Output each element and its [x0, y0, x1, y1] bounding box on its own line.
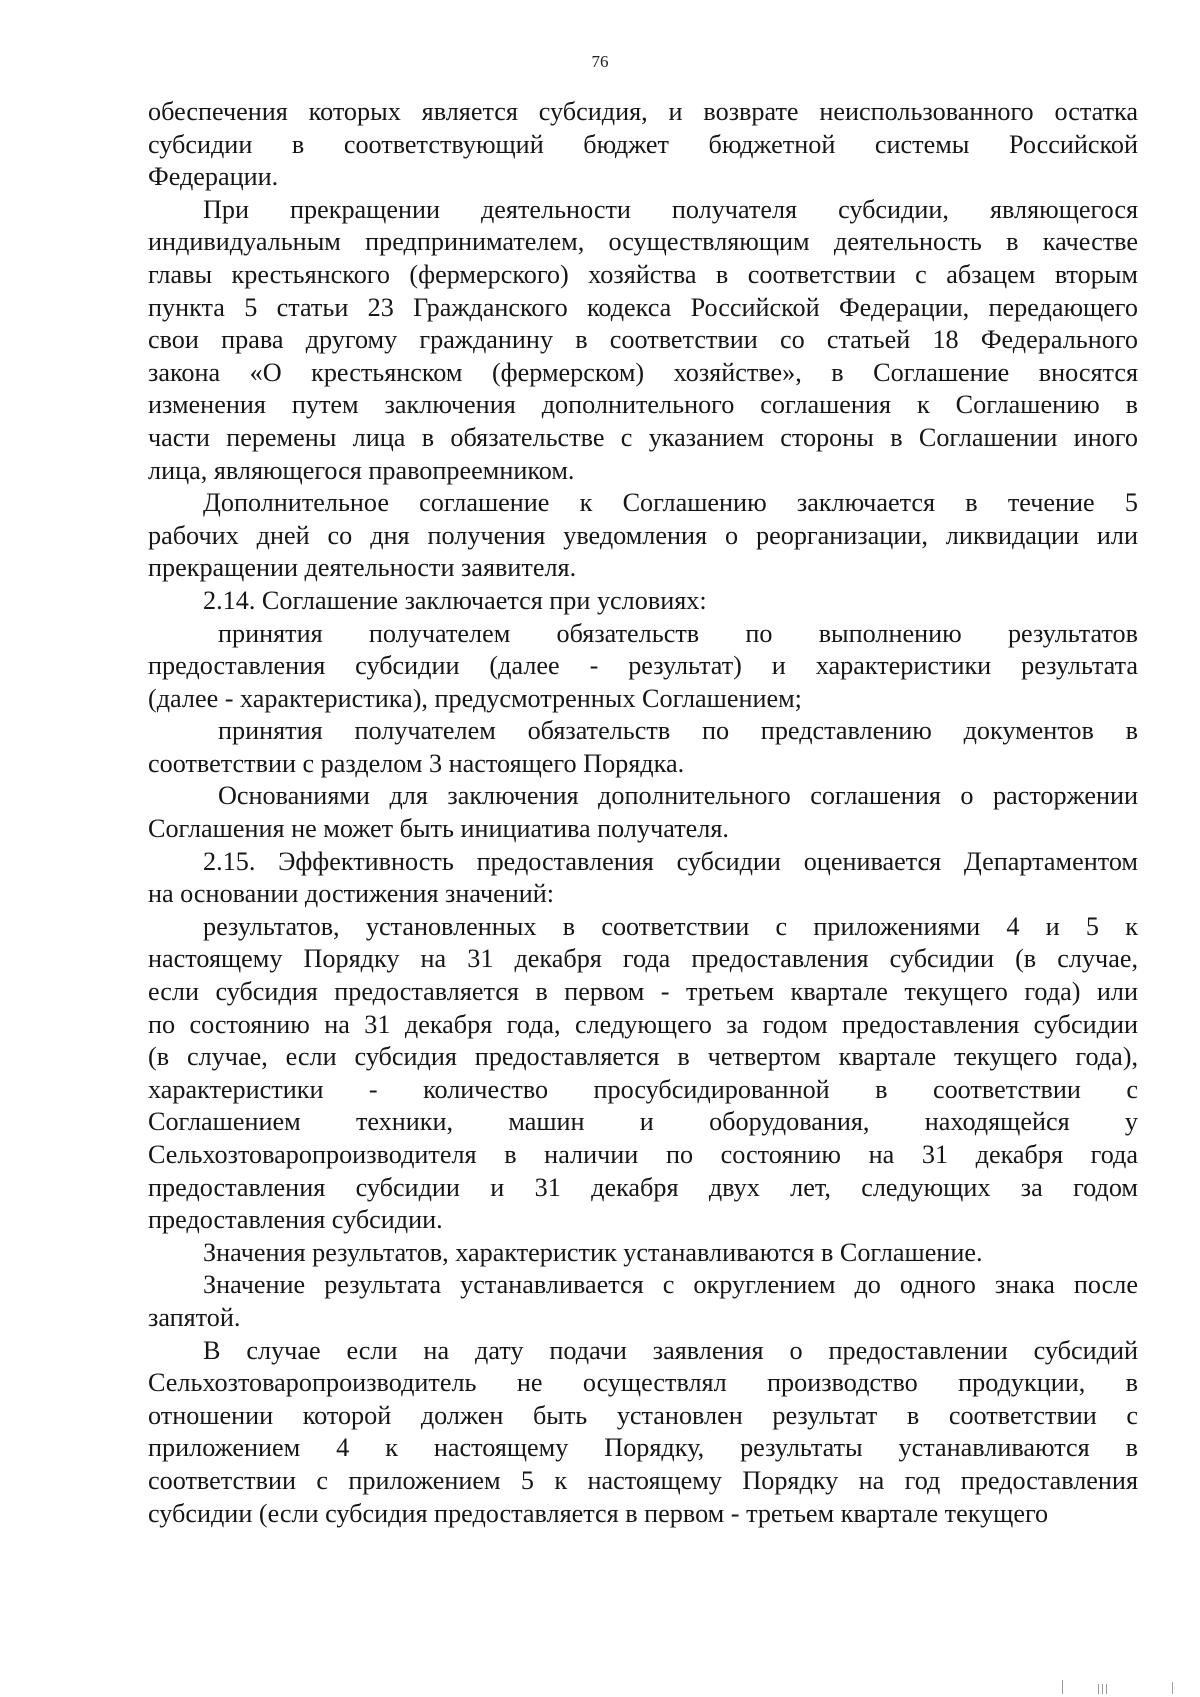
- text-line: результатов, установленных в соответствии с приложениями 4 и 5 к: [203, 911, 1138, 941]
- paragraph: [148, 780, 1138, 845]
- text-line: предоставления субсидии (далее - результат) и характеристики результата: [148, 651, 1138, 681]
- text-line: закона «О крестьянском (фермерском) хозяйстве», в Соглашение вносятся: [148, 357, 1138, 387]
- text-line: главы крестьянского (фермерского) хозяйства в соответствии с абзацем вторым: [148, 259, 1138, 289]
- text-line: соответствии с приложением 5 к настоящему Порядку на год предоставления: [148, 1465, 1138, 1495]
- text-line: Основаниями для заключения дополнительного соглашения о расторжении: [218, 781, 1138, 811]
- text-line: по состоянию на 31 декабря года, следующего за годом предоставления субсидии: [148, 1009, 1138, 1039]
- text-line: 2.14. Соглашение заключается при условиях:: [203, 585, 707, 615]
- text-line: (в случае, если субсидия предоставляется в четвертом квартале текущего года),: [148, 1042, 1138, 1072]
- text-line: приложением 4 к настоящему Порядку, результаты устанавливаются в: [148, 1433, 1138, 1463]
- text-line: При прекращении деятельности получателя субсидии, являющегося: [203, 194, 1138, 224]
- text-line: Дополнительное соглашение к Соглашению заключается в течение 5: [203, 488, 1138, 518]
- text-line: (далее - характеристика), предусмотренных Соглашением;: [148, 683, 802, 713]
- document-body: [148, 96, 1138, 1530]
- text-line: предоставления субсидии.: [148, 1205, 443, 1235]
- scan-artifact-mark: [1102, 1684, 1103, 1694]
- text-line: если субсидия предоставляется в первом - третьем квартале текущего года) или: [148, 977, 1138, 1007]
- text-line: обеспечения которых является субсидия, и возврате неиспользованного остатка: [148, 97, 1138, 126]
- text-line: предоставления субсидии и 31 декабря двух лет, следующих за годом: [148, 1172, 1138, 1202]
- scan-artifact-mark: [1062, 1680, 1063, 1694]
- paragraph: [148, 1237, 1138, 1270]
- text-line: изменения путем заключения дополнительного соглашения к Соглашению в: [148, 390, 1138, 420]
- text-line: В случае если на дату подачи заявления о предоставлении субсидий: [203, 1335, 1138, 1365]
- paragraph: [148, 96, 1138, 194]
- text-line: Значения результатов, характеристик устанавливаются в Соглашение.: [203, 1237, 983, 1267]
- text-line: субсидии (если субсидия предоставляется в первом - третьем квартале текущего: [148, 1498, 1049, 1528]
- text-line: Сельхозтоваропроизводителя в наличии по состоянию на 31 декабря года: [148, 1140, 1138, 1169]
- text-line: принятия получателем обязательств по представлению документов в: [218, 716, 1138, 746]
- text-line: соответствии с разделом 3 настоящего Порядка.: [148, 748, 685, 778]
- text-line: Федерации.: [148, 162, 279, 192]
- scan-artifact-mark: [1172, 1682, 1173, 1694]
- paragraph: [148, 1335, 1138, 1531]
- text-line: характеристики - количество просубсидированной в соответствии с: [148, 1074, 1138, 1104]
- paragraph: [148, 911, 1138, 1237]
- text-line: принятия получателем обязательств по выполнению результатов: [218, 618, 1138, 648]
- paragraph: [148, 1269, 1138, 1334]
- text-line: Соглашением техники, машин и оборудования, находящейся у: [148, 1107, 1138, 1137]
- scan-artifact-mark: [1106, 1684, 1107, 1694]
- text-line: части перемены лица в обязательстве с указанием стороны в Соглашении иного: [148, 422, 1138, 452]
- text-line: 2.15. Эффективность предоставления субсидии оценивается Департаментом: [203, 846, 1138, 876]
- text-line: индивидуальным предпринимателем, осуществляющим деятельность в качестве: [148, 227, 1138, 257]
- text-line: запятой.: [148, 1302, 241, 1332]
- paragraph: [148, 585, 1138, 618]
- text-line: пункта 5 статьи 23 Гражданского кодекса Российской Федерации, передающего: [148, 292, 1138, 322]
- text-line: Сельхозтоваропроизводитель не осуществлял производство продукции, в: [148, 1368, 1138, 1398]
- paragraph: [148, 715, 1138, 780]
- page-number: 76: [591, 52, 609, 71]
- text-line: рабочих дней со дня получения уведомления о реорганизации, ликвидации или: [148, 520, 1138, 550]
- text-line: субсидии в соответствующий бюджет бюджетной системы Российской: [148, 129, 1138, 159]
- text-line: Значение результата устанавливается с округлением до одного знака после: [203, 1270, 1138, 1300]
- scan-artifact-mark: [1098, 1684, 1099, 1694]
- paragraph: [148, 194, 1138, 487]
- text-line: на основании достижения значений:: [148, 879, 555, 909]
- text-line: лица, являющегося правопреемником.: [148, 455, 575, 485]
- text-line: Соглашения не может быть инициатива получателя.: [148, 814, 729, 844]
- text-line: настоящему Порядку на 31 декабря года предоставления субсидии (в случае,: [148, 944, 1138, 974]
- text-line: прекращении деятельности заявителя.: [148, 553, 577, 583]
- paragraph: [148, 487, 1138, 585]
- text-line: свои права другому гражданину в соответствии со статьей 18 Федерального: [148, 325, 1138, 355]
- text-line: отношении которой должен быть установлен результат в соответствии с: [148, 1400, 1138, 1430]
- paragraph: [148, 846, 1138, 911]
- paragraph: [148, 618, 1138, 716]
